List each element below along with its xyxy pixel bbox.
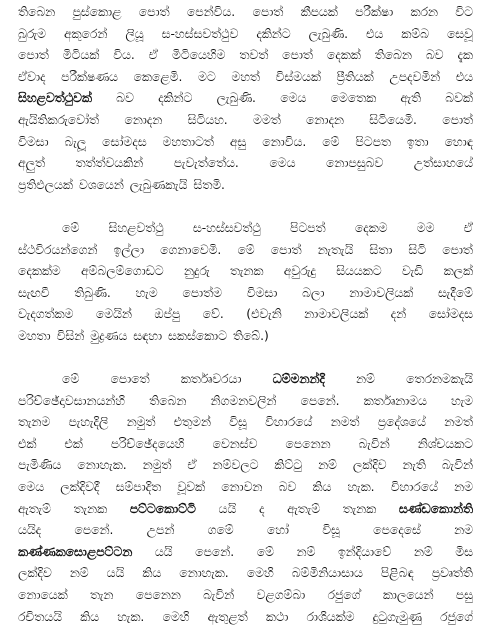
word: කර්තෘවරයා — [180, 372, 242, 387]
word: උපදවමින් — [389, 69, 441, 84]
word: ඇතැම් — [18, 501, 51, 516]
word: සඳහා — [133, 328, 163, 343]
word: මිටියක් — [62, 48, 100, 63]
word: කීපයක් — [300, 5, 338, 19]
word: කාලයෙන් — [382, 588, 434, 603]
word: ස-හස්සවත්ථු — [192, 220, 261, 235]
word: හැක. — [117, 609, 145, 624]
word: තෙරනමකැයි — [406, 372, 473, 387]
word: පිළිබඳ — [380, 566, 414, 581]
word: සිටියෙමි. — [369, 112, 417, 127]
word: මමත් — [253, 112, 281, 127]
word: සෙවූ — [446, 26, 473, 41]
word: මිටියෙහිම — [171, 48, 226, 63]
text-line — [18, 434, 473, 456]
word: නිගමනවලින් — [210, 393, 277, 408]
word: බැවින් — [203, 588, 235, 603]
word: පැමිණිය — [18, 458, 62, 473]
text-line — [18, 607, 473, 628]
word: යයි — [154, 544, 173, 559]
text-line — [18, 391, 473, 413]
text-line — [18, 304, 473, 326]
word: වළගම්බා — [256, 588, 306, 603]
word: වැදගත්කම — [18, 307, 74, 322]
word: ලියූ — [125, 26, 144, 41]
word: මෙහි — [162, 609, 190, 624]
paragraph-gap — [18, 196, 473, 218]
word: මහත් — [231, 69, 260, 84]
word: මෙයින් — [95, 307, 132, 322]
word: කෙළෙමි. — [133, 69, 183, 84]
word: විහාරයේ — [390, 480, 438, 495]
word: බව — [116, 91, 134, 106]
bold-term: ධම්මනන්දි — [272, 372, 325, 387]
bold-term: කණ්ණකසොළපට්ටන — [18, 544, 133, 559]
text-line — [18, 499, 473, 521]
word: පෙනේ. — [300, 393, 340, 408]
word: බලා — [302, 285, 325, 300]
word: දෙකක් — [326, 48, 361, 63]
word: තැනක — [342, 501, 377, 516]
word: හෝ — [266, 523, 289, 538]
word: කථා — [265, 609, 289, 624]
word: සැදීමේ — [437, 285, 473, 300]
text-line — [18, 2, 473, 24]
word: හැම — [451, 393, 473, 408]
text-line — [18, 542, 473, 564]
word: හැක. — [347, 480, 375, 495]
word: දකින්ට — [256, 26, 291, 41]
word: පැහැදිලි — [68, 415, 109, 430]
text-line — [18, 240, 473, 262]
word: නම් — [413, 544, 433, 559]
word: උත්සාහයේ — [413, 156, 473, 171]
word: පෙනේ. — [74, 523, 114, 538]
word: නම් — [356, 372, 375, 387]
word: සිටියහ. — [187, 112, 228, 127]
word: සිටි — [408, 242, 427, 257]
text-line — [18, 24, 473, 46]
word: ප්‍රවෘත්ති — [431, 566, 473, 581]
word: නමුත් — [142, 458, 172, 473]
word: යයිද — [18, 523, 42, 538]
word: නොවිය. — [262, 134, 307, 149]
word: පිටපත් — [290, 220, 326, 235]
word: පොතේ — [110, 372, 150, 387]
word: වෙනස්ව — [212, 436, 258, 451]
word: යයි — [218, 501, 237, 516]
word: නමත් — [444, 415, 473, 430]
word: නැතැයි — [317, 242, 354, 257]
word: නම — [454, 523, 473, 538]
word: ලැබුණි. — [216, 91, 256, 106]
word: සිහළවත්ථු — [108, 220, 164, 235]
word: ඇතැම් — [287, 501, 321, 516]
word: බව — [425, 48, 444, 63]
word: මෙය — [18, 480, 45, 495]
word: පොත් — [442, 112, 473, 127]
text-line — [18, 88, 473, 110]
word: ලැබුණි. — [308, 26, 348, 41]
word: ලැබුණකැයි — [129, 177, 188, 192]
word: ඇයිතිකරුවෝත් — [18, 112, 100, 127]
word: (එවැනි — [246, 307, 282, 322]
word: තැන — [89, 588, 114, 603]
word: කිය — [80, 609, 99, 624]
word: නොහැක. — [179, 566, 229, 581]
word: මේ — [62, 372, 80, 387]
word: එක් — [64, 436, 83, 451]
word: පුස්කොළ — [72, 5, 122, 19]
word: වැඩි — [401, 264, 424, 279]
word: මට — [198, 69, 216, 84]
word: දෙකක්ම — [18, 264, 61, 279]
word: මම — [416, 220, 435, 235]
word: තැනම — [18, 415, 51, 430]
text-line — [18, 455, 473, 477]
word: මිස — [455, 544, 473, 559]
text-line — [18, 563, 473, 585]
text-line — [18, 261, 473, 283]
word: හැම — [135, 285, 158, 300]
word: ගමේ — [207, 523, 234, 538]
word: බැලූ — [64, 134, 87, 149]
word: දෙකම — [354, 220, 388, 235]
word: ඒ — [187, 458, 197, 473]
word: තිබෙන — [374, 48, 412, 63]
word: තිබෙන — [149, 393, 187, 408]
word: නුදුරු — [183, 264, 210, 279]
word: තිබෙන — [18, 5, 56, 19]
word: පොත් — [252, 5, 284, 19]
word: පිටපත — [355, 134, 391, 149]
word: කිට්ටු — [274, 458, 303, 473]
word: ඒ — [148, 48, 158, 63]
word: නොවන — [221, 480, 263, 495]
word: මුද්‍රණය — [90, 328, 128, 343]
word: පෙනෙන — [285, 436, 331, 451]
word: ඉන්දියාවේ — [337, 544, 392, 559]
word: පෙනේ. — [195, 544, 235, 559]
word: සිතමි. — [193, 177, 225, 192]
word: නාමාවලියක් — [304, 307, 369, 322]
word: මෙතෙක — [330, 91, 377, 106]
word: දැක — [457, 48, 473, 63]
word: තිබේ.) — [232, 328, 269, 343]
word: පෙන්විය. — [186, 5, 236, 19]
word: අවුරුදු — [283, 264, 316, 279]
word: විසූ — [229, 415, 247, 430]
word: සෝමදස — [102, 134, 147, 149]
word: මෙය — [280, 91, 307, 106]
text-line — [18, 412, 473, 434]
word: රජුගේ — [327, 588, 361, 603]
word: පොත් — [442, 242, 473, 257]
text-line — [18, 585, 473, 607]
word: කලක් — [443, 264, 473, 279]
word: ඉල්ලා — [113, 242, 145, 257]
text-line — [18, 520, 473, 542]
word: සිතා — [369, 242, 393, 257]
word: හොඳ — [444, 134, 473, 149]
word: පෙදෙසේ — [373, 523, 421, 538]
word: නමුත් — [126, 415, 156, 430]
word: බුරුම — [18, 26, 46, 41]
word: බව — [278, 480, 297, 495]
paragraph — [18, 369, 473, 628]
word: විසින් — [56, 328, 85, 343]
word: පොත් — [270, 242, 302, 257]
word: නම — [454, 480, 473, 495]
word: කර්තෘනාමය — [363, 393, 427, 408]
word: පරිච්ඡේදයෙහි — [110, 436, 185, 451]
word: අකුරෙන් — [63, 26, 108, 41]
word: පෙනෙන — [135, 588, 181, 603]
bold-term: පට්ටකොට්ටි — [129, 501, 196, 516]
word: පොත් — [18, 48, 49, 63]
word: බැවින් — [358, 436, 390, 451]
word: සෝමදස — [428, 307, 473, 322]
word: බවක් — [445, 91, 473, 106]
word: විස්මයක් — [275, 69, 321, 84]
text-line — [18, 175, 473, 197]
word: කම්බ — [401, 26, 429, 41]
word: නොදන — [124, 112, 163, 127]
word: පැවැත්තේය. — [173, 156, 239, 171]
word: බම්මිනියාසාය — [291, 566, 363, 581]
word: ඒවාද — [18, 69, 46, 84]
word: නම් — [69, 566, 89, 581]
word: නොදන — [306, 112, 344, 127]
word: ස්ථවිරයන්ගෙන් — [18, 242, 98, 257]
word: පොත්ම — [182, 285, 222, 300]
word: නමත් — [330, 415, 360, 430]
word: නොහැක. — [77, 458, 127, 473]
word: ඇතුළත් — [207, 609, 248, 624]
word: ලක්දිවදී — [60, 480, 100, 495]
word: පරීක්ෂා — [355, 5, 394, 19]
word: තිබුණි. — [74, 285, 111, 300]
word: සකස්කොට — [168, 328, 227, 343]
word: කරන — [410, 5, 438, 19]
text-line — [18, 110, 473, 132]
word: විහාරයේ — [265, 415, 313, 430]
paragraph-gap — [18, 348, 473, 370]
word: මහතා — [18, 328, 51, 343]
bold-term: සිහළවත්ථුවක් — [18, 91, 92, 106]
word: පරිච්ඡේදාවසානයන්හි — [18, 393, 125, 408]
word: ප්‍රීතියක් — [336, 69, 374, 84]
word: ස-හස්සවත්ථුව — [161, 26, 239, 41]
word: පොත් — [138, 5, 170, 19]
word: විට — [455, 5, 473, 19]
word: තවත් — [239, 48, 269, 63]
word: එතුමන් — [173, 415, 211, 430]
word: අම්බලම්ගොඩට — [80, 264, 164, 279]
word: ඒ — [463, 220, 473, 235]
word: කිය — [142, 566, 162, 581]
text-line — [18, 218, 473, 240]
word: ප්‍රදේශයේ — [377, 415, 426, 430]
word: මේ — [237, 242, 255, 257]
text-line — [18, 153, 473, 175]
word: තැනක — [229, 264, 264, 279]
word: එක් — [18, 436, 37, 451]
word: මෙය — [269, 156, 296, 171]
text-line — [18, 326, 473, 348]
word: නම්වලට — [212, 458, 259, 473]
word: විමසා — [18, 134, 49, 149]
word: පරීක්ෂණය — [61, 69, 118, 84]
word: වූවක් — [177, 480, 205, 495]
word: රජුගේ — [440, 609, 473, 624]
word: සැඟවී — [18, 285, 50, 300]
word: උපන් — [146, 523, 175, 538]
word: නාමාවලියක් — [349, 285, 414, 300]
paragraph — [18, 218, 473, 348]
text-line — [18, 477, 473, 499]
word: ද — [258, 501, 265, 516]
word: වශයෙන් — [78, 177, 124, 192]
word: ලක්දිව — [352, 458, 387, 473]
word: වේ. — [202, 307, 224, 322]
word: නම් — [296, 544, 316, 559]
word: අලුත් — [18, 156, 45, 171]
word: විය. — [113, 48, 135, 63]
word: මේ — [322, 134, 340, 149]
word: මේ — [256, 544, 274, 559]
word: තැනක — [73, 501, 108, 516]
word: කිය — [312, 480, 332, 495]
bold-term: සණ්ඩකොන්ති — [398, 501, 473, 516]
word: දුටුගැමුණු — [372, 609, 422, 624]
word: දකින්ට — [158, 91, 193, 106]
word: විසූ — [322, 523, 340, 538]
word: බැවින් — [441, 458, 473, 473]
word: එය — [366, 26, 384, 41]
word: සම්පාදිත — [115, 480, 162, 495]
word: නම් — [318, 458, 337, 473]
text-line — [18, 132, 473, 154]
word: ඇති — [400, 91, 422, 106]
word: ගෙනාවෙමි. — [160, 242, 222, 257]
text-line — [18, 45, 473, 67]
word: ලක්දිව — [18, 566, 52, 581]
word: ඉතා — [406, 134, 429, 149]
word: නැති — [402, 458, 426, 473]
word: පසු — [455, 588, 473, 603]
word: මහතාටත් — [162, 134, 214, 149]
text-line — [18, 283, 473, 305]
paragraph — [18, 2, 473, 196]
word: ප්‍රතිඵලයක් — [18, 177, 73, 192]
word: නොපසුබව — [326, 156, 384, 171]
text-line — [18, 67, 473, 89]
word: එය — [455, 69, 473, 84]
text-line — [18, 369, 473, 391]
word: මේ — [62, 220, 80, 235]
word: මෙහි — [246, 566, 274, 581]
word: තත්ත්වයකින් — [75, 156, 144, 171]
word: යයි — [106, 566, 125, 581]
word: අසු — [229, 134, 247, 149]
word: නිශ්චයකට — [417, 436, 473, 451]
word: රාශියක්ම — [306, 609, 355, 624]
word: නොයෙක් — [18, 588, 68, 603]
word: ඔප්පු — [154, 307, 181, 322]
word: දන් — [390, 307, 407, 322]
word: සියයකට — [336, 264, 382, 279]
word: විමසා — [246, 285, 278, 300]
word: පොත් — [282, 48, 313, 63]
word: රචිතයයි — [18, 609, 62, 624]
